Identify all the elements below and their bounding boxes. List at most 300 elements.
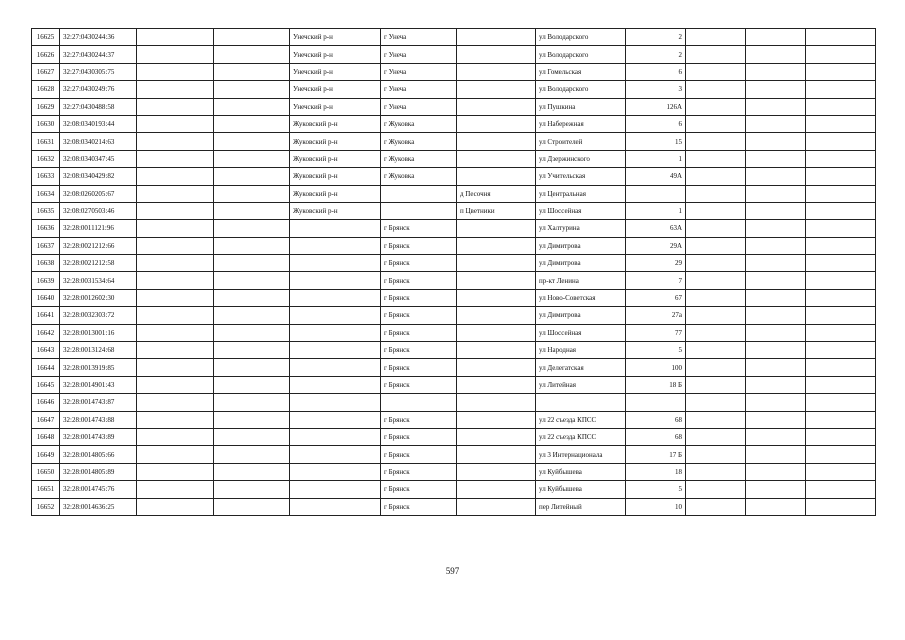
- street-cell: ул 3 Интернационала: [536, 446, 626, 463]
- house-number-cell: 67: [626, 289, 686, 306]
- settlement-cell: [457, 307, 536, 324]
- table-row: [32, 63, 876, 80]
- house-number-cell: 3: [626, 81, 686, 98]
- street-cell: ул Куйбышева: [536, 463, 626, 480]
- record-number-cell: 16646: [32, 394, 60, 411]
- district-cell: Жуковский р-н: [290, 150, 381, 167]
- record-number-cell: 16625: [32, 29, 60, 46]
- empty-cell: [137, 498, 214, 515]
- table-row: [32, 446, 876, 463]
- empty-cell: [746, 220, 806, 237]
- empty-cell: [214, 63, 290, 80]
- table-row: [32, 255, 876, 272]
- city-cell: [381, 202, 457, 219]
- settlement-cell: [457, 324, 536, 341]
- cadastral-number-cell: 32:28:0031534:64: [60, 272, 137, 289]
- empty-cell: [746, 498, 806, 515]
- empty-cell: [686, 481, 746, 498]
- empty-cell: [686, 150, 746, 167]
- city-cell: г Жуковка: [381, 133, 457, 150]
- empty-cell: [686, 446, 746, 463]
- empty-cell: [137, 168, 214, 185]
- cadastral-number-cell: 32:27:0430305:75: [60, 63, 137, 80]
- empty-cell: [806, 324, 876, 341]
- empty-cell: [806, 394, 876, 411]
- empty-cell: [214, 394, 290, 411]
- empty-cell: [214, 29, 290, 46]
- empty-cell: [686, 29, 746, 46]
- table-row: [32, 81, 876, 98]
- house-number-cell: 1: [626, 150, 686, 167]
- house-number-cell: 77: [626, 324, 686, 341]
- empty-cell: [746, 255, 806, 272]
- street-cell: ул Куйбышева: [536, 481, 626, 498]
- table-row: [32, 133, 876, 150]
- cadastral-number-cell: 32:08:0340193:44: [60, 115, 137, 132]
- cadastral-number-cell: 32:28:0012602:30: [60, 289, 137, 306]
- empty-cell: [746, 411, 806, 428]
- record-number-cell: 16636: [32, 220, 60, 237]
- district-cell: [290, 342, 381, 359]
- city-cell: [381, 394, 457, 411]
- city-cell: г Брянск: [381, 463, 457, 480]
- settlement-cell: [457, 446, 536, 463]
- empty-cell: [746, 98, 806, 115]
- empty-cell: [806, 359, 876, 376]
- empty-cell: [806, 237, 876, 254]
- street-cell: ул Центральная: [536, 185, 626, 202]
- district-cell: Унечский р-н: [290, 98, 381, 115]
- table-row: [32, 394, 876, 411]
- record-number-cell: 16629: [32, 98, 60, 115]
- empty-cell: [806, 289, 876, 306]
- empty-cell: [137, 185, 214, 202]
- city-cell: г Брянск: [381, 255, 457, 272]
- table-row: [32, 463, 876, 480]
- empty-cell: [137, 289, 214, 306]
- table-row: [32, 324, 876, 341]
- record-number-cell: 16628: [32, 81, 60, 98]
- empty-cell: [746, 481, 806, 498]
- district-cell: Унечский р-н: [290, 63, 381, 80]
- empty-cell: [806, 202, 876, 219]
- empty-cell: [686, 81, 746, 98]
- empty-cell: [806, 498, 876, 515]
- empty-cell: [746, 289, 806, 306]
- empty-cell: [137, 376, 214, 393]
- house-number-cell: 68: [626, 411, 686, 428]
- table-row: [32, 307, 876, 324]
- empty-cell: [806, 115, 876, 132]
- empty-cell: [137, 220, 214, 237]
- empty-cell: [806, 133, 876, 150]
- empty-cell: [686, 289, 746, 306]
- empty-cell: [806, 428, 876, 445]
- table-row: [32, 46, 876, 63]
- cadastral-number-cell: 32:28:0014805:66: [60, 446, 137, 463]
- city-cell: г Брянск: [381, 446, 457, 463]
- street-cell: ул Володарского: [536, 46, 626, 63]
- cadastral-number-cell: 32:28:0013124:68: [60, 342, 137, 359]
- cadastral-number-cell: 32:28:0014636:25: [60, 498, 137, 515]
- cadastral-number-cell: 32:08:0340347:45: [60, 150, 137, 167]
- city-cell: г Брянск: [381, 237, 457, 254]
- record-number-cell: 16649: [32, 446, 60, 463]
- settlement-cell: [457, 98, 536, 115]
- house-number-cell: [626, 185, 686, 202]
- empty-cell: [686, 185, 746, 202]
- street-cell: ул Народная: [536, 342, 626, 359]
- empty-cell: [686, 63, 746, 80]
- empty-cell: [746, 115, 806, 132]
- house-number-cell: 15: [626, 133, 686, 150]
- empty-cell: [214, 255, 290, 272]
- house-number-cell: 2: [626, 29, 686, 46]
- empty-cell: [137, 324, 214, 341]
- street-cell: ул 22 съезда КПСС: [536, 428, 626, 445]
- table-row: [32, 202, 876, 219]
- house-number-cell: 27а: [626, 307, 686, 324]
- record-number-cell: 16642: [32, 324, 60, 341]
- empty-cell: [137, 411, 214, 428]
- empty-cell: [686, 428, 746, 445]
- page-number: 597: [445, 566, 460, 576]
- district-cell: Жуковский р-н: [290, 202, 381, 219]
- street-cell: ул Димитрова: [536, 237, 626, 254]
- record-number-cell: 16632: [32, 150, 60, 167]
- settlement-cell: [457, 272, 536, 289]
- district-cell: [290, 255, 381, 272]
- city-cell: [381, 185, 457, 202]
- city-cell: г Брянск: [381, 342, 457, 359]
- city-cell: г Брянск: [381, 359, 457, 376]
- table-row: [32, 272, 876, 289]
- district-cell: Жуковский р-н: [290, 168, 381, 185]
- settlement-cell: [457, 463, 536, 480]
- house-number-cell: 5: [626, 481, 686, 498]
- settlement-cell: [457, 168, 536, 185]
- district-cell: [290, 324, 381, 341]
- street-cell: пер Литейный: [536, 498, 626, 515]
- empty-cell: [746, 376, 806, 393]
- cadastral-number-cell: 32:27:0430244:36: [60, 29, 137, 46]
- district-cell: [290, 498, 381, 515]
- empty-cell: [806, 481, 876, 498]
- street-cell: ул Набережная: [536, 115, 626, 132]
- empty-cell: [137, 446, 214, 463]
- record-number-cell: 16627: [32, 63, 60, 80]
- street-cell: ул Делегатская: [536, 359, 626, 376]
- empty-cell: [746, 446, 806, 463]
- table-row: [32, 359, 876, 376]
- empty-cell: [214, 150, 290, 167]
- empty-cell: [214, 168, 290, 185]
- empty-cell: [746, 168, 806, 185]
- city-cell: г Унеча: [381, 29, 457, 46]
- city-cell: г Жуковка: [381, 168, 457, 185]
- city-cell: г Унеча: [381, 98, 457, 115]
- house-number-cell: 126А: [626, 98, 686, 115]
- empty-cell: [806, 220, 876, 237]
- district-cell: [290, 237, 381, 254]
- empty-cell: [806, 81, 876, 98]
- empty-cell: [137, 463, 214, 480]
- table-row: [32, 98, 876, 115]
- empty-cell: [686, 202, 746, 219]
- empty-cell: [214, 481, 290, 498]
- settlement-cell: [457, 376, 536, 393]
- settlement-cell: [457, 411, 536, 428]
- settlement-cell: [457, 133, 536, 150]
- empty-cell: [686, 133, 746, 150]
- house-number-cell: 2: [626, 46, 686, 63]
- empty-cell: [137, 63, 214, 80]
- street-cell: ул Димитрова: [536, 307, 626, 324]
- table-row: [32, 481, 876, 498]
- record-number-cell: 16637: [32, 237, 60, 254]
- empty-cell: [214, 446, 290, 463]
- house-number-cell: 29: [626, 255, 686, 272]
- settlement-cell: [457, 81, 536, 98]
- street-cell: ул Димитрова: [536, 255, 626, 272]
- city-cell: г Брянск: [381, 324, 457, 341]
- table-row: [32, 289, 876, 306]
- empty-cell: [214, 202, 290, 219]
- record-number-cell: 16633: [32, 168, 60, 185]
- district-cell: Унечский р-н: [290, 29, 381, 46]
- district-cell: [290, 463, 381, 480]
- settlement-cell: [457, 428, 536, 445]
- empty-cell: [214, 133, 290, 150]
- street-cell: ул Гомельская: [536, 63, 626, 80]
- empty-cell: [746, 81, 806, 98]
- empty-cell: [137, 272, 214, 289]
- district-cell: [290, 411, 381, 428]
- empty-cell: [214, 46, 290, 63]
- empty-cell: [137, 46, 214, 63]
- empty-cell: [806, 307, 876, 324]
- empty-cell: [746, 342, 806, 359]
- empty-cell: [686, 307, 746, 324]
- house-number-cell: 10: [626, 498, 686, 515]
- empty-cell: [214, 185, 290, 202]
- cadastral-number-cell: 32:28:0032303:72: [60, 307, 137, 324]
- record-number-cell: 16640: [32, 289, 60, 306]
- district-cell: Жуковский р-н: [290, 133, 381, 150]
- empty-cell: [746, 202, 806, 219]
- district-cell: [290, 446, 381, 463]
- empty-cell: [806, 168, 876, 185]
- street-cell: ул Строителей: [536, 133, 626, 150]
- empty-cell: [746, 324, 806, 341]
- empty-cell: [746, 272, 806, 289]
- settlement-cell: [457, 342, 536, 359]
- district-cell: Унечский р-н: [290, 46, 381, 63]
- house-number-cell: 18: [626, 463, 686, 480]
- city-cell: г Брянск: [381, 411, 457, 428]
- empty-cell: [686, 168, 746, 185]
- street-cell: пр-кт Ленина: [536, 272, 626, 289]
- empty-cell: [214, 115, 290, 132]
- empty-cell: [746, 237, 806, 254]
- table-row: [32, 115, 876, 132]
- empty-cell: [214, 272, 290, 289]
- empty-cell: [746, 463, 806, 480]
- district-cell: [290, 481, 381, 498]
- district-cell: Жуковский р-н: [290, 185, 381, 202]
- empty-cell: [746, 133, 806, 150]
- record-number-cell: 16651: [32, 481, 60, 498]
- empty-cell: [746, 46, 806, 63]
- empty-cell: [137, 98, 214, 115]
- empty-cell: [746, 428, 806, 445]
- empty-cell: [214, 289, 290, 306]
- empty-cell: [806, 376, 876, 393]
- empty-cell: [686, 376, 746, 393]
- empty-cell: [137, 81, 214, 98]
- empty-cell: [214, 324, 290, 341]
- street-cell: ул Шоссейная: [536, 202, 626, 219]
- empty-cell: [137, 133, 214, 150]
- empty-cell: [686, 46, 746, 63]
- district-cell: [290, 289, 381, 306]
- empty-cell: [806, 185, 876, 202]
- record-number-cell: 16639: [32, 272, 60, 289]
- empty-cell: [806, 463, 876, 480]
- settlement-cell: [457, 498, 536, 515]
- city-cell: г Брянск: [381, 481, 457, 498]
- empty-cell: [214, 428, 290, 445]
- property-register-table: [31, 28, 876, 516]
- cadastral-number-cell: 32:27:0430488:58: [60, 98, 137, 115]
- settlement-cell: [457, 220, 536, 237]
- cadastral-number-cell: 32:28:0021212:58: [60, 255, 137, 272]
- empty-cell: [806, 342, 876, 359]
- record-number-cell: 16645: [32, 376, 60, 393]
- register-body: [32, 29, 876, 516]
- district-cell: [290, 376, 381, 393]
- empty-cell: [214, 376, 290, 393]
- empty-cell: [214, 237, 290, 254]
- street-cell: ул 22 съезда КПСС: [536, 411, 626, 428]
- table-row: [32, 168, 876, 185]
- district-cell: [290, 359, 381, 376]
- empty-cell: [686, 411, 746, 428]
- empty-cell: [686, 324, 746, 341]
- empty-cell: [214, 342, 290, 359]
- empty-cell: [686, 463, 746, 480]
- cadastral-number-cell: 32:28:0014901:43: [60, 376, 137, 393]
- cadastral-number-cell: 32:28:0014743:88: [60, 411, 137, 428]
- cadastral-number-cell: 32:28:0014745:76: [60, 481, 137, 498]
- empty-cell: [686, 498, 746, 515]
- empty-cell: [686, 115, 746, 132]
- empty-cell: [686, 98, 746, 115]
- empty-cell: [806, 272, 876, 289]
- city-cell: г Унеча: [381, 63, 457, 80]
- table-row: [32, 220, 876, 237]
- city-cell: г Брянск: [381, 272, 457, 289]
- district-cell: Унечский р-н: [290, 81, 381, 98]
- district-cell: [290, 272, 381, 289]
- empty-cell: [686, 359, 746, 376]
- empty-cell: [806, 29, 876, 46]
- table-row: [32, 498, 876, 515]
- record-number-cell: 16644: [32, 359, 60, 376]
- empty-cell: [214, 81, 290, 98]
- empty-cell: [806, 63, 876, 80]
- house-number-cell: 49А: [626, 168, 686, 185]
- city-cell: г Брянск: [381, 289, 457, 306]
- settlement-cell: [457, 115, 536, 132]
- table-row: [32, 428, 876, 445]
- street-cell: [536, 394, 626, 411]
- cadastral-number-cell: 32:28:0014743:89: [60, 428, 137, 445]
- district-cell: Жуковский р-н: [290, 115, 381, 132]
- district-cell: [290, 394, 381, 411]
- district-cell: [290, 428, 381, 445]
- empty-cell: [746, 359, 806, 376]
- street-cell: ул Володарского: [536, 29, 626, 46]
- street-cell: ул Дзержинского: [536, 150, 626, 167]
- table-row: [32, 342, 876, 359]
- cadastral-number-cell: 32:28:0013001:16: [60, 324, 137, 341]
- settlement-cell: [457, 394, 536, 411]
- cadastral-number-cell: 32:08:0340214:63: [60, 133, 137, 150]
- house-number-cell: 100: [626, 359, 686, 376]
- city-cell: г Брянск: [381, 307, 457, 324]
- house-number-cell: [626, 394, 686, 411]
- street-cell: ул Ново-Советская: [536, 289, 626, 306]
- record-number-cell: 16650: [32, 463, 60, 480]
- settlement-cell: п Цветники: [457, 202, 536, 219]
- empty-cell: [214, 359, 290, 376]
- empty-cell: [686, 394, 746, 411]
- empty-cell: [806, 46, 876, 63]
- house-number-cell: 17 Б: [626, 446, 686, 463]
- city-cell: г Унеча: [381, 46, 457, 63]
- record-number-cell: 16631: [32, 133, 60, 150]
- empty-cell: [746, 307, 806, 324]
- empty-cell: [686, 220, 746, 237]
- empty-cell: [746, 150, 806, 167]
- street-cell: ул Шоссейная: [536, 324, 626, 341]
- empty-cell: [137, 394, 214, 411]
- settlement-cell: [457, 255, 536, 272]
- house-number-cell: 6: [626, 63, 686, 80]
- empty-cell: [214, 411, 290, 428]
- street-cell: ул Халтурина: [536, 220, 626, 237]
- street-cell: ул Литейная: [536, 376, 626, 393]
- district-cell: [290, 220, 381, 237]
- empty-cell: [686, 255, 746, 272]
- city-cell: г Брянск: [381, 498, 457, 515]
- empty-cell: [806, 150, 876, 167]
- record-number-cell: 16652: [32, 498, 60, 515]
- street-cell: ул Учительская: [536, 168, 626, 185]
- record-number-cell: 16630: [32, 115, 60, 132]
- city-cell: г Брянск: [381, 220, 457, 237]
- empty-cell: [137, 255, 214, 272]
- settlement-cell: [457, 63, 536, 80]
- table-row: [32, 150, 876, 167]
- empty-cell: [137, 307, 214, 324]
- house-number-cell: 63А: [626, 220, 686, 237]
- record-number-cell: 16641: [32, 307, 60, 324]
- cadastral-number-cell: 32:28:0011121:96: [60, 220, 137, 237]
- house-number-cell: 5: [626, 342, 686, 359]
- cadastral-number-cell: 32:08:0340429:82: [60, 168, 137, 185]
